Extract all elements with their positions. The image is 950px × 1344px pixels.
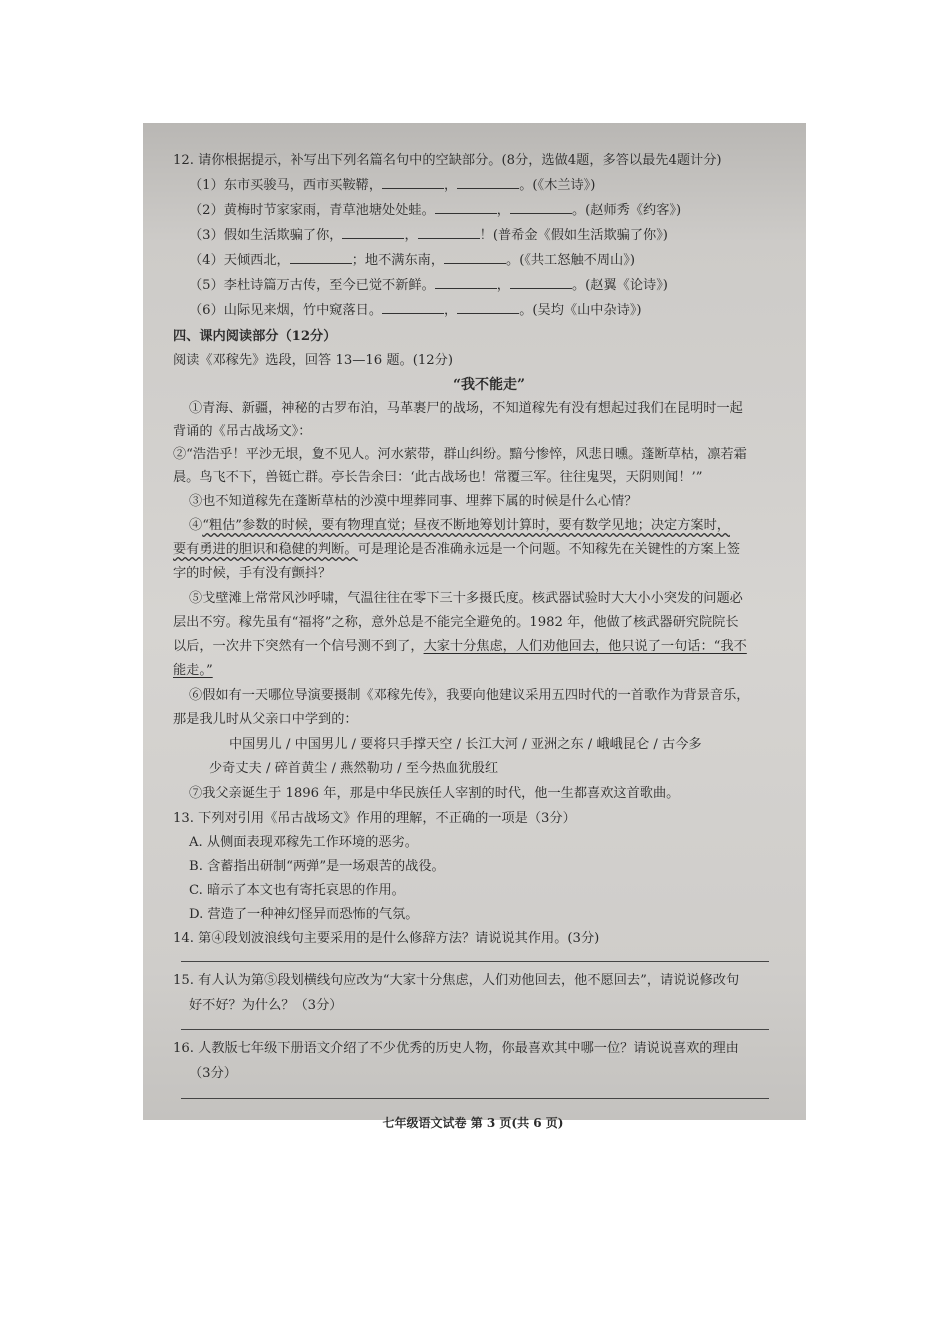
answer-blank[interactable] [510,274,572,289]
answer-blank[interactable] [382,299,444,314]
section4-intro: 阅读《邓稼先》选段，回答 13—16 题。(12分) [173,353,454,368]
passage-p4-line2: 要有勇进的胆识和稳健的判断。可是理论是否准确永远是一个问题。不知稼先在关键性的方案上签 [173,542,741,557]
song-lyrics-line2: 少奇丈夫 / 碎首黄尘 / 燕然勒功 / 至今热血犹殷红 [209,761,499,776]
passage-p4-line1: ④“粗估”参数的时候，要有物理直觉；昼夜不断地筹划计算时，要有数学见地；决定方案时， [189,518,730,533]
passage-p5-line3: 以后，一次井下突然有一个信号测不到了，大家十分焦虑，人们劝他回去，他只说了一句话：“我不 [173,639,747,654]
answer-blank[interactable] [435,199,497,214]
q13-stem: 13. 下列对引用《吊古战场文》作用的理解，不正确的一项是（3分） [173,811,576,826]
q12-item-5: （5）李杜诗篇万古传，至今已觉不新鲜。 ， 。(赵翼《论诗》) [173,274,668,299]
passage-p1-line2: 背诵的《吊古战场文》： [173,424,312,439]
passage-p3: ③也不知道稼先在蓬断草枯的沙漠中埋葬同事、埋葬下属的时候是什么心情？ [189,494,638,509]
q16-answer-line[interactable] [181,1098,769,1099]
q14-answer-line[interactable] [181,961,769,962]
passage-p5-line1: ⑤戈壁滩上常常风沙呼啸，气温往往在零下三十多摄氏度。核武器试验时大大小小突发的问题必 [189,591,743,606]
q13-option-d: D. 营造了一种神幻怪异而恐怖的气氛。 [189,907,419,922]
passage-p6-line1: ⑥假如有一天哪位导演要摄制《邓稼先传》，我要向他建议采用五四时代的一首歌作为背景音乐， [189,688,750,703]
q13-option-b: B. 含蓄指出研制“两弹”是一场艰苦的战役。 [189,859,445,874]
passage-p4-line3: 字的时候，手有没有颤抖？ [173,566,332,581]
scanned-page-photo [143,123,806,1130]
q16-stem-line2: （3分） [189,1066,237,1081]
passage-p6-line2: 那是我儿时从父亲口中学到的： [173,712,358,727]
q12-item-2: （2）黄梅时节家家雨，青草池塘处处蛙。 ， 。(赵师秀《约客》) [173,199,681,224]
q15-stem-line1: 15. 有人认为第⑤段划横线句应改为“大家十分焦虑，人们劝他回去，他不愿回去”，请说说修改句 [173,973,740,988]
answer-blank[interactable] [435,274,497,289]
q12-item-6: （6）山际见来烟，竹中窥落日。 ， 。(吴均《山中杂诗》) [173,299,642,324]
passage-p1-line1: ①青海、新疆，神秘的古罗布泊，马革裹尸的战场，不知道稼先有没有想起过我们在昆明时一起 [189,401,743,416]
section4-heading: 四、课内阅读部分（12分） [173,329,337,344]
passage-p5-line2: 层出不穷。稼先虽有“福将”之称，意外总是不能完全避免的。1982 年，他做了核武器研究院院长 [173,615,739,630]
answer-blank[interactable] [290,249,352,264]
answer-blank[interactable] [444,249,506,264]
page-footer: 七年级语文试卷 第 3 页(共 6 页) [382,1116,564,1130]
underlined-sentence: 能走。” [173,663,213,678]
q13-option-a: A. 从侧面表现邓稼先工作环境的恶劣。 [189,835,418,850]
passage-p5-line4 [173,659,213,684]
q12-item-4: （4）天倾西北， ；地不满东南， 。(《共工怒触不周山》) [173,249,635,274]
answer-blank[interactable] [382,174,444,189]
wavy-underlined-sentence: “粗估”参数的时候，要有物理直觉；昼夜不断地筹划计算时，要有数学见地；决定方案时， [202,518,730,533]
q12-item-1: （1）东市买骏马，西市买鞍鞯， ， 。(《木兰诗》) [173,174,595,199]
q14-stem: 14. 第④段划波浪线句主要采用的是什么修辞方法？请说说其作用。(3分) [173,931,600,946]
q12-stem: 12. 请你根据提示，补写出下列名篇名句中的空缺部分。(8分，选做4题，多答以最先4题计分) [173,153,722,168]
answer-blank[interactable] [510,199,572,214]
passage-p7: ⑦我父亲诞生于 1896 年，那是中华民族任人宰割的时代，他一生都喜欢这首歌曲。 [189,786,680,801]
q16-stem-line1: 16. 人教版七年级下册语文介绍了不少优秀的历史人物，你最喜欢其中哪一位？请说说喜欢的理由 [173,1041,739,1056]
passage-p2-line2: 晨。鸟飞不下，兽铤亡群。亭长告余曰：‘此古战场也！常覆三军。往往鬼哭，天阴则闻！’” [173,470,703,485]
q15-answer-line[interactable] [181,1029,769,1030]
wavy-underlined-sentence: 要有勇进的胆识和稳健的判断。 [173,542,358,557]
song-lyrics-line1: 中国男儿 / 中国男儿 / 要将只手撑天空 / 长江大河 / 亚洲之东 / 峨峨昆仑 / 古今多 [229,737,702,752]
q15-stem-line2: 好不好？为什么？（3分） [189,998,343,1013]
passage-title: “我不能走” [453,377,526,393]
q12-item-3: （3）假如生活欺骗了你， ， ！(普希金《假如生活欺骗了你》) [173,224,668,249]
answer-blank[interactable] [342,224,404,239]
answer-blank[interactable] [457,174,519,189]
underlined-sentence: 大家十分焦虑，人们劝他回去，他只说了一句话：“我不 [423,639,747,654]
passage-p2-line1: ②“浩浩乎！平沙无垠，夐不见人。河水萦带，群山纠纷。黯兮惨悴，风悲日曛。蓬断草枯，凛若霜 [173,447,747,462]
answer-blank[interactable] [418,224,480,239]
q13-option-c: C. 暗示了本文也有寄托哀思的作用。 [189,883,405,898]
answer-blank[interactable] [457,299,519,314]
